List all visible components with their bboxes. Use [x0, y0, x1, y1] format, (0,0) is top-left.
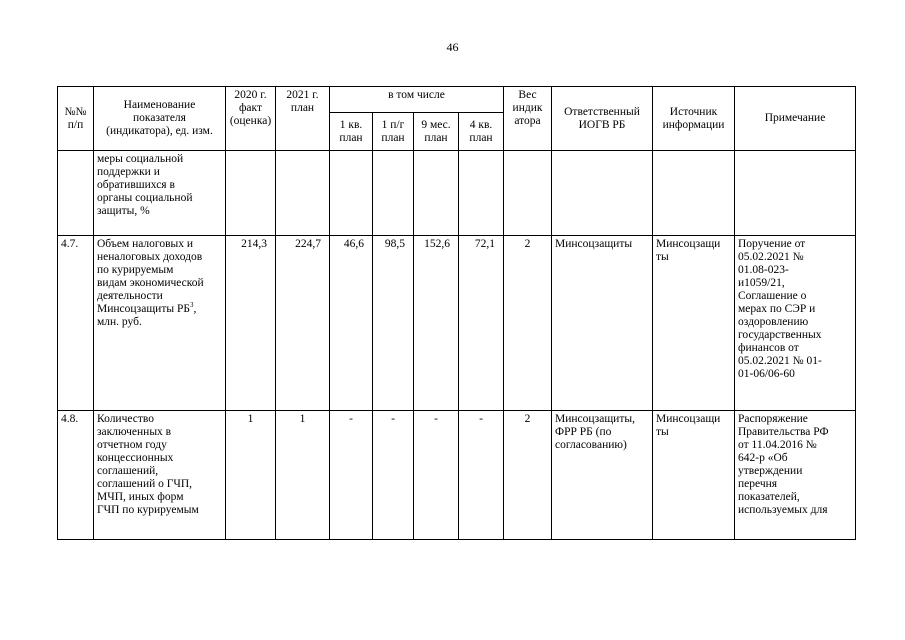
header-fact-2020: 2020 г. факт (оценка) [226, 87, 276, 151]
header-plan-2021: 2021 г. план [276, 87, 330, 151]
header-weight: Вес индик атора [504, 87, 552, 151]
row-q4: 72,1 [459, 236, 504, 411]
row-q1 [330, 151, 373, 236]
row-name-tail: , млн. руб. [97, 303, 197, 328]
row-fact-2020: 1 [226, 411, 276, 540]
row-note: Поручение от 05.02.2021 № 01.08-023- и1059/21, Соглашение о мерах по СЭР и оздоровлению государственных финансов от 05.02.2021 № 01- 01-06/06-60 [735, 236, 856, 411]
row-weight [504, 151, 552, 236]
row-weight: 2 [504, 236, 552, 411]
row-name-text: Объем налоговых и неналоговых доходов по курируемым видам экономической деятельности Минсоцзащиты РБ [97, 238, 204, 315]
row-plan-2021: 1 [276, 411, 330, 540]
row-q4 [459, 151, 504, 236]
header-num: №№ п/п [58, 87, 94, 151]
header-name: Наименование показателя (индикатора), ед. изм. [94, 87, 226, 151]
indicators-table [57, 86, 856, 540]
row-h1 [373, 151, 414, 236]
row-responsible [552, 151, 653, 236]
header-source: Источник информации [653, 87, 735, 151]
row-fact-2020: 214,3 [226, 236, 276, 411]
header-q4: 4 кв. план [459, 113, 504, 151]
row-fact-2020 [226, 151, 276, 236]
header-h1: 1 п/г план [373, 113, 414, 151]
row-weight: 2 [504, 411, 552, 540]
table-row [58, 236, 856, 411]
row-m9: - [414, 411, 459, 540]
row-source: Минсоцзащи ты [653, 411, 735, 540]
header-including: в том числе [330, 87, 504, 113]
row-responsible: Минсоцзащиты [552, 236, 653, 411]
header-note: Примечание [735, 87, 856, 151]
row-q1: - [330, 411, 373, 540]
row-name [94, 236, 226, 411]
row-q1: 46,6 [330, 236, 373, 411]
page-number: 46 [446, 40, 459, 54]
table-row [58, 151, 856, 236]
row-num: 4.7. [58, 236, 94, 411]
row-name: Количество заключенных в отчетном году концессионных соглашений, соглашений о ГЧП, МЧП, иных форм ГЧП по курируемым [94, 411, 226, 540]
row-h1: 98,5 [373, 236, 414, 411]
header-row-1 [58, 87, 856, 113]
header-q1: 1 кв. план [330, 113, 373, 151]
row-note: Распоряжение Правительства РФ от 11.04.2016 № 642-р «Об утверждении перечня показателей, используемых для [735, 411, 856, 540]
row-m9: 152,6 [414, 236, 459, 411]
row-num [58, 151, 94, 236]
footnote-mark: 3 [189, 301, 194, 310]
row-num: 4.8. [58, 411, 94, 540]
table-row [58, 411, 856, 540]
row-plan-2021: 224,7 [276, 236, 330, 411]
row-responsible: Минсоцзащиты, ФРР РБ (по согласованию) [552, 411, 653, 540]
row-q4: - [459, 411, 504, 540]
row-source [653, 151, 735, 236]
header-responsible: Ответственный ИОГВ РБ [552, 87, 653, 151]
row-note [735, 151, 856, 236]
row-m9 [414, 151, 459, 236]
row-plan-2021 [276, 151, 330, 236]
row-h1: - [373, 411, 414, 540]
row-name: меры социальной поддержки и обратившихся в органы социальной защиты, % [94, 151, 226, 236]
header-m9: 9 мес. план [414, 113, 459, 151]
row-source: Минсоцзащи ты [653, 236, 735, 411]
